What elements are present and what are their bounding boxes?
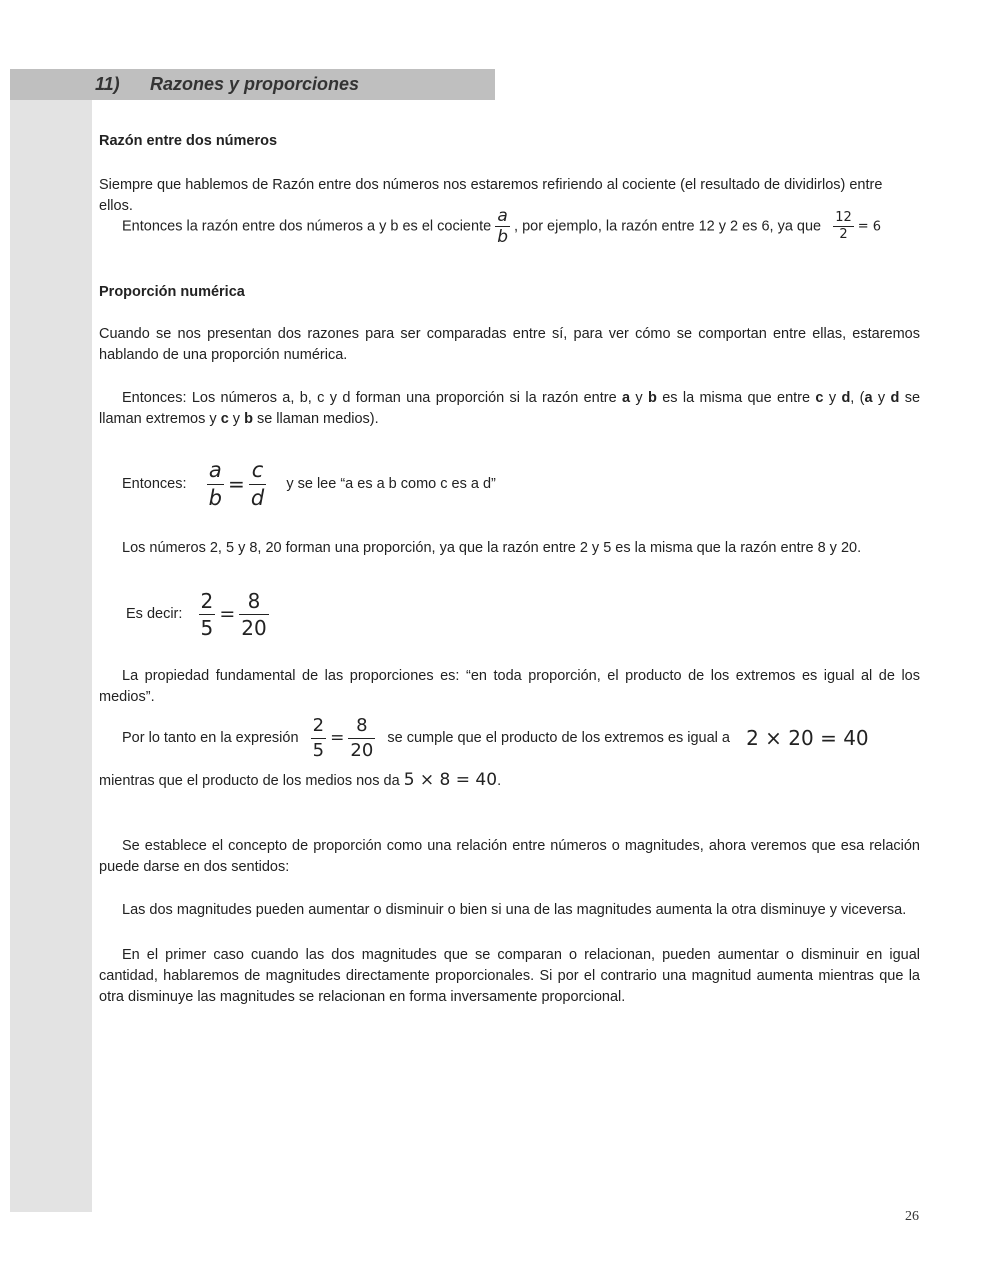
- fraction-2-over-5: $\frac{2}{5}$: [200, 588, 214, 640]
- medios-line: mientras que el producto de los medios nos da 5 × 8 = 40.: [99, 770, 502, 790]
- proporcion-paragraph-4: La propiedad fundamental de las proporciones es: “en toda proporción, el producto de los extremos es igual al de los medios”.: [99, 668, 920, 705]
- es-decir-line: Es decir: $\frac{2}{5}$ = $\frac{8}{20}$: [126, 588, 267, 640]
- proporcion-paragraph-8: Las dos magnitudes pueden aumentar o disminuir o bien si una de las magnitudes aumenta la otra disminuye y viceversa.: [122, 902, 907, 918]
- proporcion-paragraph-2: Entonces: Los números a, b, c y d forman una proporción si la razón entre a y b es la misma que entre c y d, (a y d se llaman extremos y c y b se llaman medios).: [99, 390, 921, 427]
- fraction-8-over-20: $\frac{8}{20}$: [241, 588, 267, 640]
- razon-paragraph-1: Siempre que hablemos de Razón entre dos números nos estaremos refiriendo al cociente (el resultado de dividirlos) entre ellos.: [99, 177, 883, 214]
- proporcion-paragraph-7: Se establece el concepto de proporción como una relación entre números o magnitudes, ahora veremos que esa relación puede darse en dos sentidos:: [99, 838, 920, 875]
- proportion-definition-line: Entonces: $\frac{a}{b}$ = $\frac{c}{d}$ y se lee “a es a b como c es a d”: [122, 457, 496, 510]
- means-product: 5 × 8 = 40: [403, 770, 498, 790]
- fraction-a-over-b-large: $\frac{a}{b}$: [208, 457, 222, 510]
- heading-razon: Razón entre dos números: [99, 133, 278, 149]
- proporcion-paragraph-3: Los números 2, 5 y 8, 20 forman una proporción, ya que la razón entre 2 y 5 es la misma que la razón entre 8 y 20.: [122, 540, 862, 556]
- proporcion-paragraph-1: Cuando se nos presentan dos razones para ser comparadas entre sí, para ver cómo se comportan entre ellas, estaremos hablando de una proporción numérica.: [99, 326, 920, 363]
- fraction-a-over-b: $\frac{a}{b}$: [497, 206, 508, 247]
- section-number: 11): [95, 74, 120, 94]
- left-margin-bar: [10, 69, 92, 1212]
- proporcion-paragraph-9: En el primer caso cuando las dos magnitudes que se comparan o relacionan, pueden aumentar o disminuir en igual cantidad, hablaremos de magnitudes directamente proporcionales. Si por el contrario una magnitud aumenta mientras que la otra disminuye las magnitudes se relacionan en forma inversamente proporcional.: [99, 947, 920, 1005]
- fraction-8-over-20-inline: $\frac{8}{20}$: [350, 714, 374, 761]
- section-title-band: [10, 69, 495, 100]
- fraction-12-over-2: $\frac{12}{2}$: [835, 210, 852, 242]
- fraction-2-over-5-inline: $\frac{2}{5}$: [312, 714, 325, 761]
- razon-paragraph-2: Entonces la razón entre dos números a y b es el cociente $\frac{a}{b}$ , por ejemplo, la razón entre 12 y 2 es 6, ya que $\frac{12}{2}$ = 6: [122, 206, 882, 247]
- expression-line: Por lo tanto en la expresión $\frac{2}{5}$ = $\frac{8}{20}$ se cumple que el producto de los extremos es igual a 2 × 20 = 40: [122, 714, 869, 761]
- heading-proporcion: Proporción numérica: [99, 284, 245, 300]
- section-title: Razones y proporciones: [150, 74, 360, 94]
- fraction-c-over-d: $\frac{c}{d}$: [250, 457, 265, 510]
- extremes-product: 2 × 20 = 40: [746, 726, 869, 751]
- page-number: 26: [905, 1209, 919, 1224]
